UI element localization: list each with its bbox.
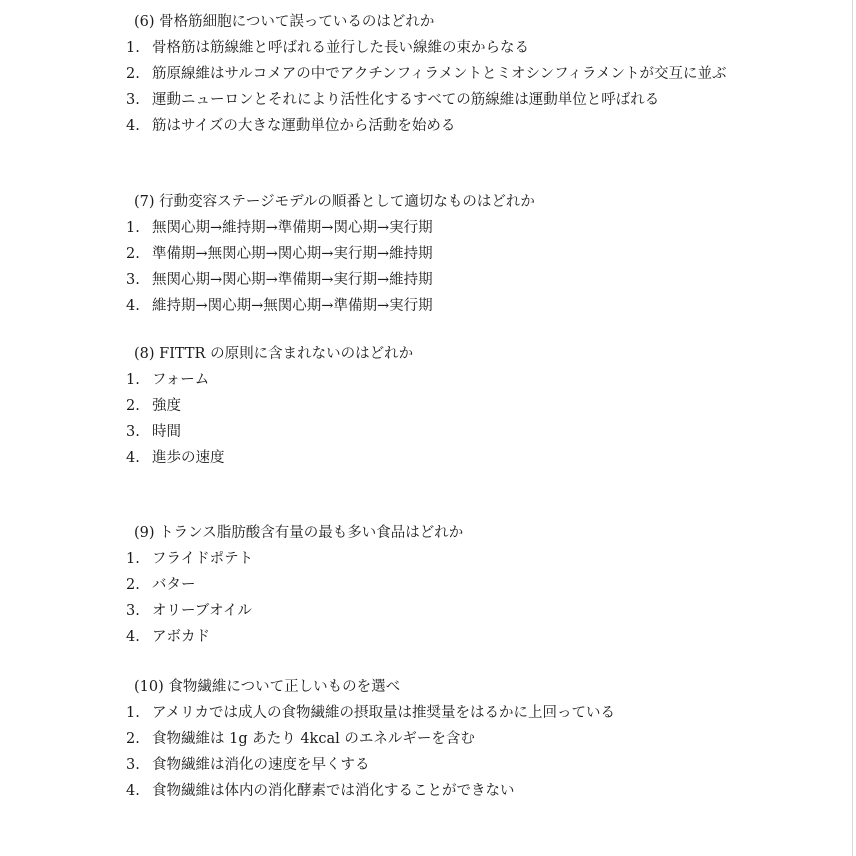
option-item <box>126 35 766 61</box>
question-8 <box>126 341 766 471</box>
option-item <box>126 726 766 752</box>
option-number: 1. <box>126 40 140 56</box>
question-title: (7) 行動変容ステージモデルの順番として適切なものはどれか <box>134 194 535 210</box>
option-number: 2. <box>126 398 140 414</box>
option-text: 運動ニューロンとそれにより活性化するすべての筋線維は運動単位と呼ばれる <box>152 92 660 108</box>
option-number: 4. <box>126 450 140 466</box>
option-number: 4. <box>126 629 140 645</box>
option-number: 3. <box>126 272 140 288</box>
option-text: オリーブオイル <box>152 603 252 619</box>
option-text: アボカド <box>152 629 210 645</box>
option-number: 4. <box>126 298 140 314</box>
option-text: 進歩の速度 <box>152 450 225 466</box>
option-number: 3. <box>126 603 140 619</box>
option-item <box>126 778 766 804</box>
option-item <box>126 445 766 471</box>
option-number: 1. <box>126 372 140 388</box>
option-text: バター <box>152 577 196 593</box>
option-text: 骨格筋は筋線維と呼ばれる並行した長い線維の束からなる <box>152 40 529 56</box>
option-text: アメリカでは成人の食物繊維の摂取量は推奨量をはるかに上回っている <box>152 705 615 721</box>
question-7 <box>126 189 766 319</box>
option-number: 3. <box>126 424 140 440</box>
option-text: 維持期→関心期→無関心期→準備期→実行期 <box>152 298 433 314</box>
question-title: (10) 食物繊維について正しいものを選べ <box>134 679 401 695</box>
option-item <box>126 572 766 598</box>
option-item <box>126 113 766 139</box>
option-number: 3. <box>126 757 140 773</box>
option-item <box>126 752 766 778</box>
option-text: 筋原線維はサルコメアの中でアクチンフィラメントとミオシンフィラメントが交互に並ぶ <box>152 66 727 82</box>
option-number: 1. <box>126 705 140 721</box>
option-text: フライドポテト <box>152 551 254 567</box>
option-text: 筋はサイズの大きな運動単位から活動を始める <box>152 118 456 134</box>
question-9 <box>126 520 766 650</box>
option-item <box>126 546 766 572</box>
option-number: 2. <box>126 246 140 262</box>
question-10 <box>126 674 766 804</box>
option-item <box>126 419 766 445</box>
option-text: 食物繊維は体内の消化酵素では消化することができない <box>152 783 515 799</box>
option-item <box>126 624 766 650</box>
option-text: 食物繊維は 1g あたり 4kcal のエネルギーを含む <box>152 731 475 747</box>
option-item <box>126 215 766 241</box>
option-number: 1. <box>126 220 140 236</box>
option-text: 食物繊維は消化の速度を早くする <box>152 757 370 773</box>
option-number: 3. <box>126 92 140 108</box>
option-text: 強度 <box>152 398 181 414</box>
question-title: (9) トランス脂肪酸含有量の最も多い食品はどれか <box>134 525 464 541</box>
option-text: 無関心期→維持期→準備期→関心期→実行期 <box>152 220 433 236</box>
option-number: 1. <box>126 551 140 567</box>
option-text: 準備期→無関心期→関心期→実行期→維持期 <box>152 246 433 262</box>
option-text: フォーム <box>152 372 210 388</box>
option-item <box>126 61 766 87</box>
option-item <box>126 241 766 267</box>
option-item <box>126 700 766 726</box>
option-number: 2. <box>126 731 140 747</box>
option-number: 2. <box>126 66 140 82</box>
question-title: (8) FITTR の原則に含まれないのはどれか <box>134 346 414 362</box>
option-item <box>126 267 766 293</box>
question-6 <box>126 9 766 139</box>
option-item <box>126 393 766 419</box>
option-number: 2. <box>126 577 140 593</box>
page-edge <box>852 0 853 856</box>
option-text: 時間 <box>152 424 181 440</box>
option-item <box>126 367 766 393</box>
option-number: 4. <box>126 118 140 134</box>
option-item <box>126 293 766 319</box>
option-item <box>126 598 766 624</box>
option-text: 無関心期→関心期→準備期→実行期→維持期 <box>152 272 433 288</box>
option-number: 4. <box>126 783 140 799</box>
question-title: (6) 骨格筋細胞について誤っているのはどれか <box>134 14 435 30</box>
option-item <box>126 87 766 113</box>
